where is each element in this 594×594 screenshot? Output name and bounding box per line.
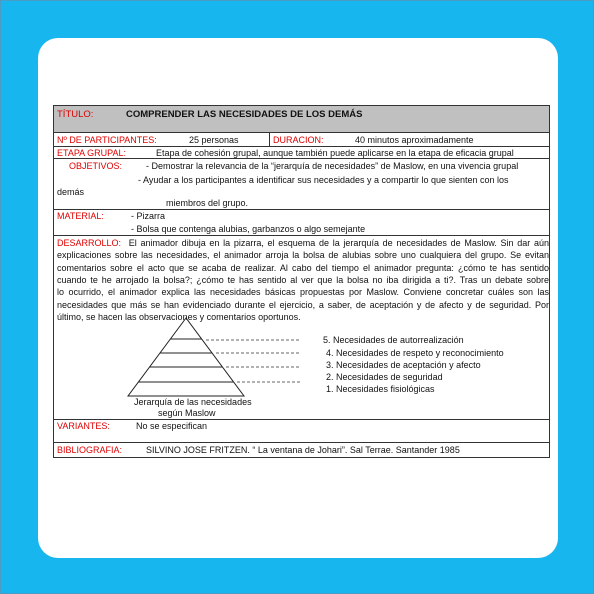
variants-row [54, 420, 549, 443]
stage-value: Etapa de cohesión grupal, aunque también puede aplicarse en la etapa de eficacia grupal [156, 148, 514, 158]
activity-sheet [53, 105, 550, 458]
title-row [54, 106, 549, 133]
stage-row [54, 147, 549, 159]
development-line: cuando te he arrojado la bolsa?; ¿cómo te has sentido al ver que la bolsa no iba dirigida a ti?. Tras un debate sobre [57, 275, 549, 285]
development-row [54, 236, 549, 420]
objective-line: demás [57, 187, 85, 197]
development-line: lo ocurrido, el animador explica las necesidades básicas propuestas por Maslow. Conviene concretar cuáles son las [57, 287, 549, 298]
development-text: El animador dibuja en la pizarra, el esquema de la jerarquía de necesidades de Maslow. Sin dar aún [128, 238, 549, 248]
title-label: TÍTULO: [57, 109, 94, 120]
objective-line: miembros del grupo. [166, 198, 249, 208]
pyramid-outline [128, 318, 244, 396]
development-line [57, 237, 549, 249]
participants-label: Nº DE PARTICIPANTES: [57, 135, 157, 145]
duration-value: 40 minutos aproximadamente [355, 135, 474, 145]
stage-label: ETAPA GRUPAL: [57, 148, 127, 158]
development-label: DESARROLLO: [57, 238, 122, 248]
pyramid-level-label: 2. Necesidades de seguridad [326, 372, 443, 382]
participants-value: 25 personas [189, 135, 239, 145]
cell-divider [269, 133, 270, 146]
objective-line: - Ayudar a los participantes a identificar sus necesidades y a compartir lo que sienten con los [138, 175, 509, 185]
pyramid-caption: según Maslow [158, 408, 216, 418]
pyramid-level-label: 4. Necesidades de respeto y reconocimiento [326, 348, 504, 358]
variants-label: VARIANTES: [57, 421, 110, 431]
material-label: MATERIAL: [57, 211, 104, 221]
material-item: - Pizarra [131, 211, 166, 221]
duration-label: DURACION: [273, 135, 324, 145]
objectives-label: OBJETIVOS: [69, 161, 123, 171]
participants-row [54, 133, 549, 147]
material-row [54, 210, 549, 236]
development-line: necesidades que más se han evidenciado durante el ejercicio, a saber, de aceptación y de afecto y de seguridad. Por [57, 299, 549, 310]
material-item: - Bolsa que contenga alubias, garbanzos o algo semejante [131, 224, 366, 234]
objectives-row [54, 159, 549, 210]
pyramid-level-label: 3. Necesidades de aceptación y afecto [326, 360, 481, 370]
bibliography-row [54, 443, 549, 457]
pyramid-caption: Jerarquía de las necesidades [134, 397, 252, 407]
variants-value: No se especifican [136, 421, 208, 431]
objective-line: - Demostrar la relevancia de la “jerarquía de necesidades” de Maslow, en una vivencia grupal [146, 161, 519, 171]
development-line: último, se hacen las observaciones y comentarios oportunos. [57, 312, 301, 322]
development-line: explicaciones sobre las necesidades, el animador arroja la bolsa de alubias sobre uno cualquiera del grupo. Se evitan [57, 250, 549, 261]
document-card [38, 38, 558, 558]
pyramid-level-label: 1. Necesidades fisiológicas [326, 384, 435, 394]
bibliography-label: BIBLIOGRAFIA: [57, 445, 123, 455]
activity-title: COMPRENDER LAS NECESIDADES DE LOS DEMÁS [126, 109, 363, 120]
bibliography-value: SILVINO JOSE FRITZEN. “ La ventana de Johari”. Sal Terrae. Santander 1985 [146, 445, 460, 455]
development-line: comentarios sobre el acto que se acaba de realizar. Al cabo del tiempo el animador pregunta: ¿cómo te has sentido [57, 262, 549, 273]
pyramid-level-label: 5. Necesidades de autorrealización [323, 335, 464, 345]
